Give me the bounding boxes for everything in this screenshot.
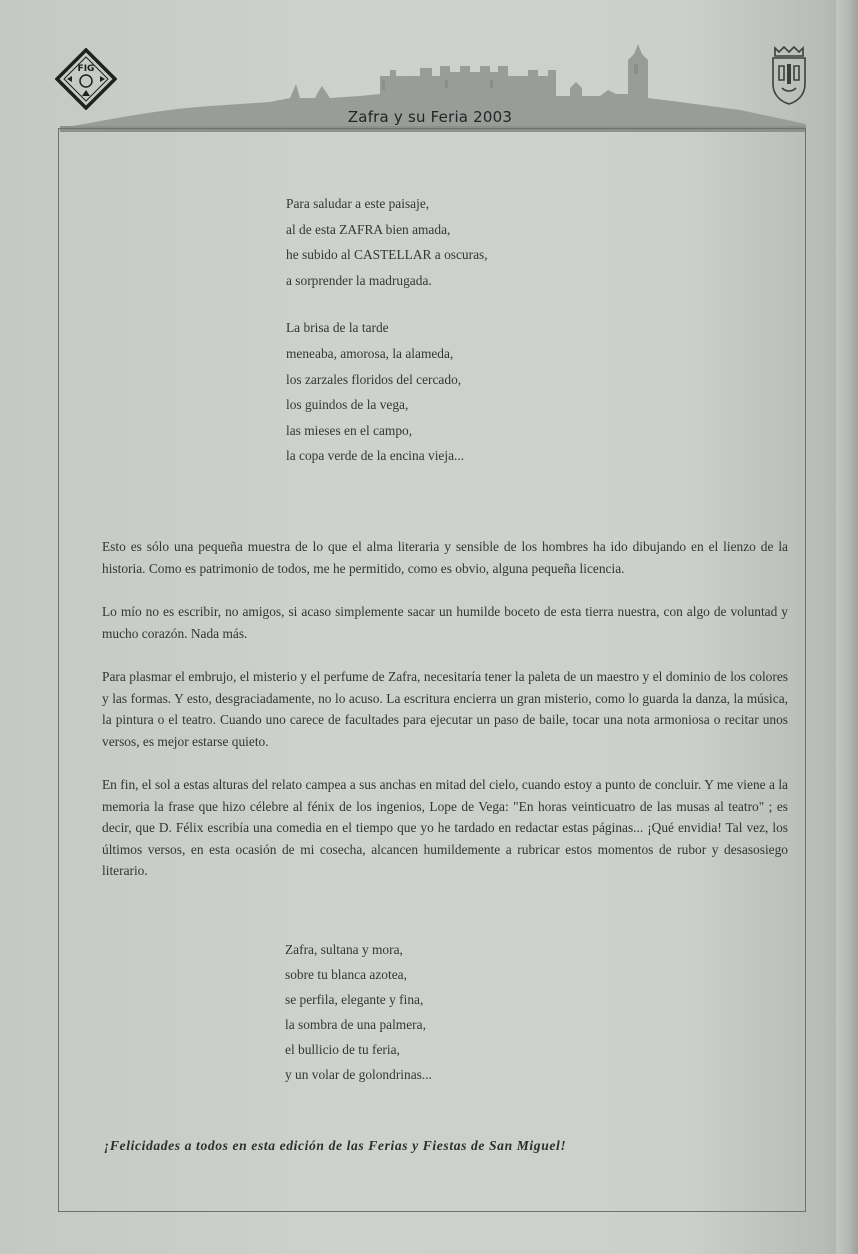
poem-line: los zarzales floridos del cercado,	[286, 371, 462, 387]
poem-line: a sorprender la madrugada.	[286, 272, 432, 288]
poem-bottom	[285, 937, 432, 1087]
poem-line: Para saludar a este paisaje,	[286, 196, 430, 211]
poem-line: la sombra de una palmera,	[285, 1017, 426, 1032]
prose-body	[102, 536, 788, 904]
page-binding-edge	[836, 0, 858, 1254]
poem-line: los guindos de la vega,	[286, 397, 409, 413]
paragraph: Para plasmar el embrujo, el misterio y el perfume de Zafra, necesitaría tener la paleta de un maestro y el dominio de los colores y las formas. Y esto, desgraciadamente, no lo acuso. La escritura encierra un gran misterio, como lo guarda la danza, la música, la pintura o el teatro. Cuando uno carece de facultades para ejecutar un paso de baile, tocar una nota armoniosa o recitar unos versos, es mejor estarse quieto.	[102, 669, 788, 749]
paragraph: En fin, el sol a estas alturas del relato campea a sus anchas en mitad del cielo, cuando estoy a punto de concluir. Y me viene a la memoria la frase que hizo célebre al fénix de los ingenios, Lope de Vega: "En horas veinticuatro de las musas al teatro" ; es decir, que D. Félix escribía una comedia en el tiempo que yo he tardado en redactar estas páginas... ¡Qué envidia! Tal vez, los últimos versos, en esta ocasión de mi cosecha, alcancen humildemente a rubricar estos momentos de rubor y desasosiego literario.	[102, 777, 788, 878]
header-title: Zafra y su Feria 2003	[347, 108, 513, 126]
poem-line: he subido al CASTELLAR a oscuras,	[286, 247, 488, 263]
poem-line: meneaba, amorosa, la alameda,	[286, 345, 454, 361]
poem-line: sobre tu blanca azotea,	[285, 967, 407, 982]
poem-line: la copa verde de la encina vieja...	[286, 448, 465, 464]
poem-top	[286, 191, 488, 469]
zafra-coat-of-arms-icon	[768, 44, 810, 106]
poem-line: se perfila, elegante y fina,	[285, 992, 424, 1007]
poem-line: el bullicio de tu feria,	[285, 1042, 400, 1057]
poem-line: y un volar de golondrinas...	[285, 1067, 432, 1082]
poem-line: al de esta ZAFRA bien amada,	[286, 221, 451, 237]
paragraph: Esto es sólo una pequeña muestra de lo que el alma literaria y sensible de los hombres ha ido dibujando en el lienzo de la historia. Como es patrimonio de todos, me he permitido, como es obvio, alguna pequeña licencia.	[102, 539, 788, 576]
poem-line: las mieses en el campo,	[286, 422, 413, 438]
logo-text: FIG	[77, 64, 95, 74]
fig-diamond-logo-icon	[55, 48, 117, 110]
closing-line: ¡Felicidades a todos en esta edición de las Ferias y Fiestas de San Miguel!	[104, 1138, 567, 1153]
poem-line: La brisa de la tarde	[286, 320, 389, 336]
poem-line: Zafra, sultana y mora,	[285, 942, 403, 957]
paragraph: Lo mío no es escribir, no amigos, si acaso simplemente sacar un humilde boceto de esta tierra nuestra, con algo de voluntad y mucho corazón. Nada más.	[102, 604, 788, 641]
